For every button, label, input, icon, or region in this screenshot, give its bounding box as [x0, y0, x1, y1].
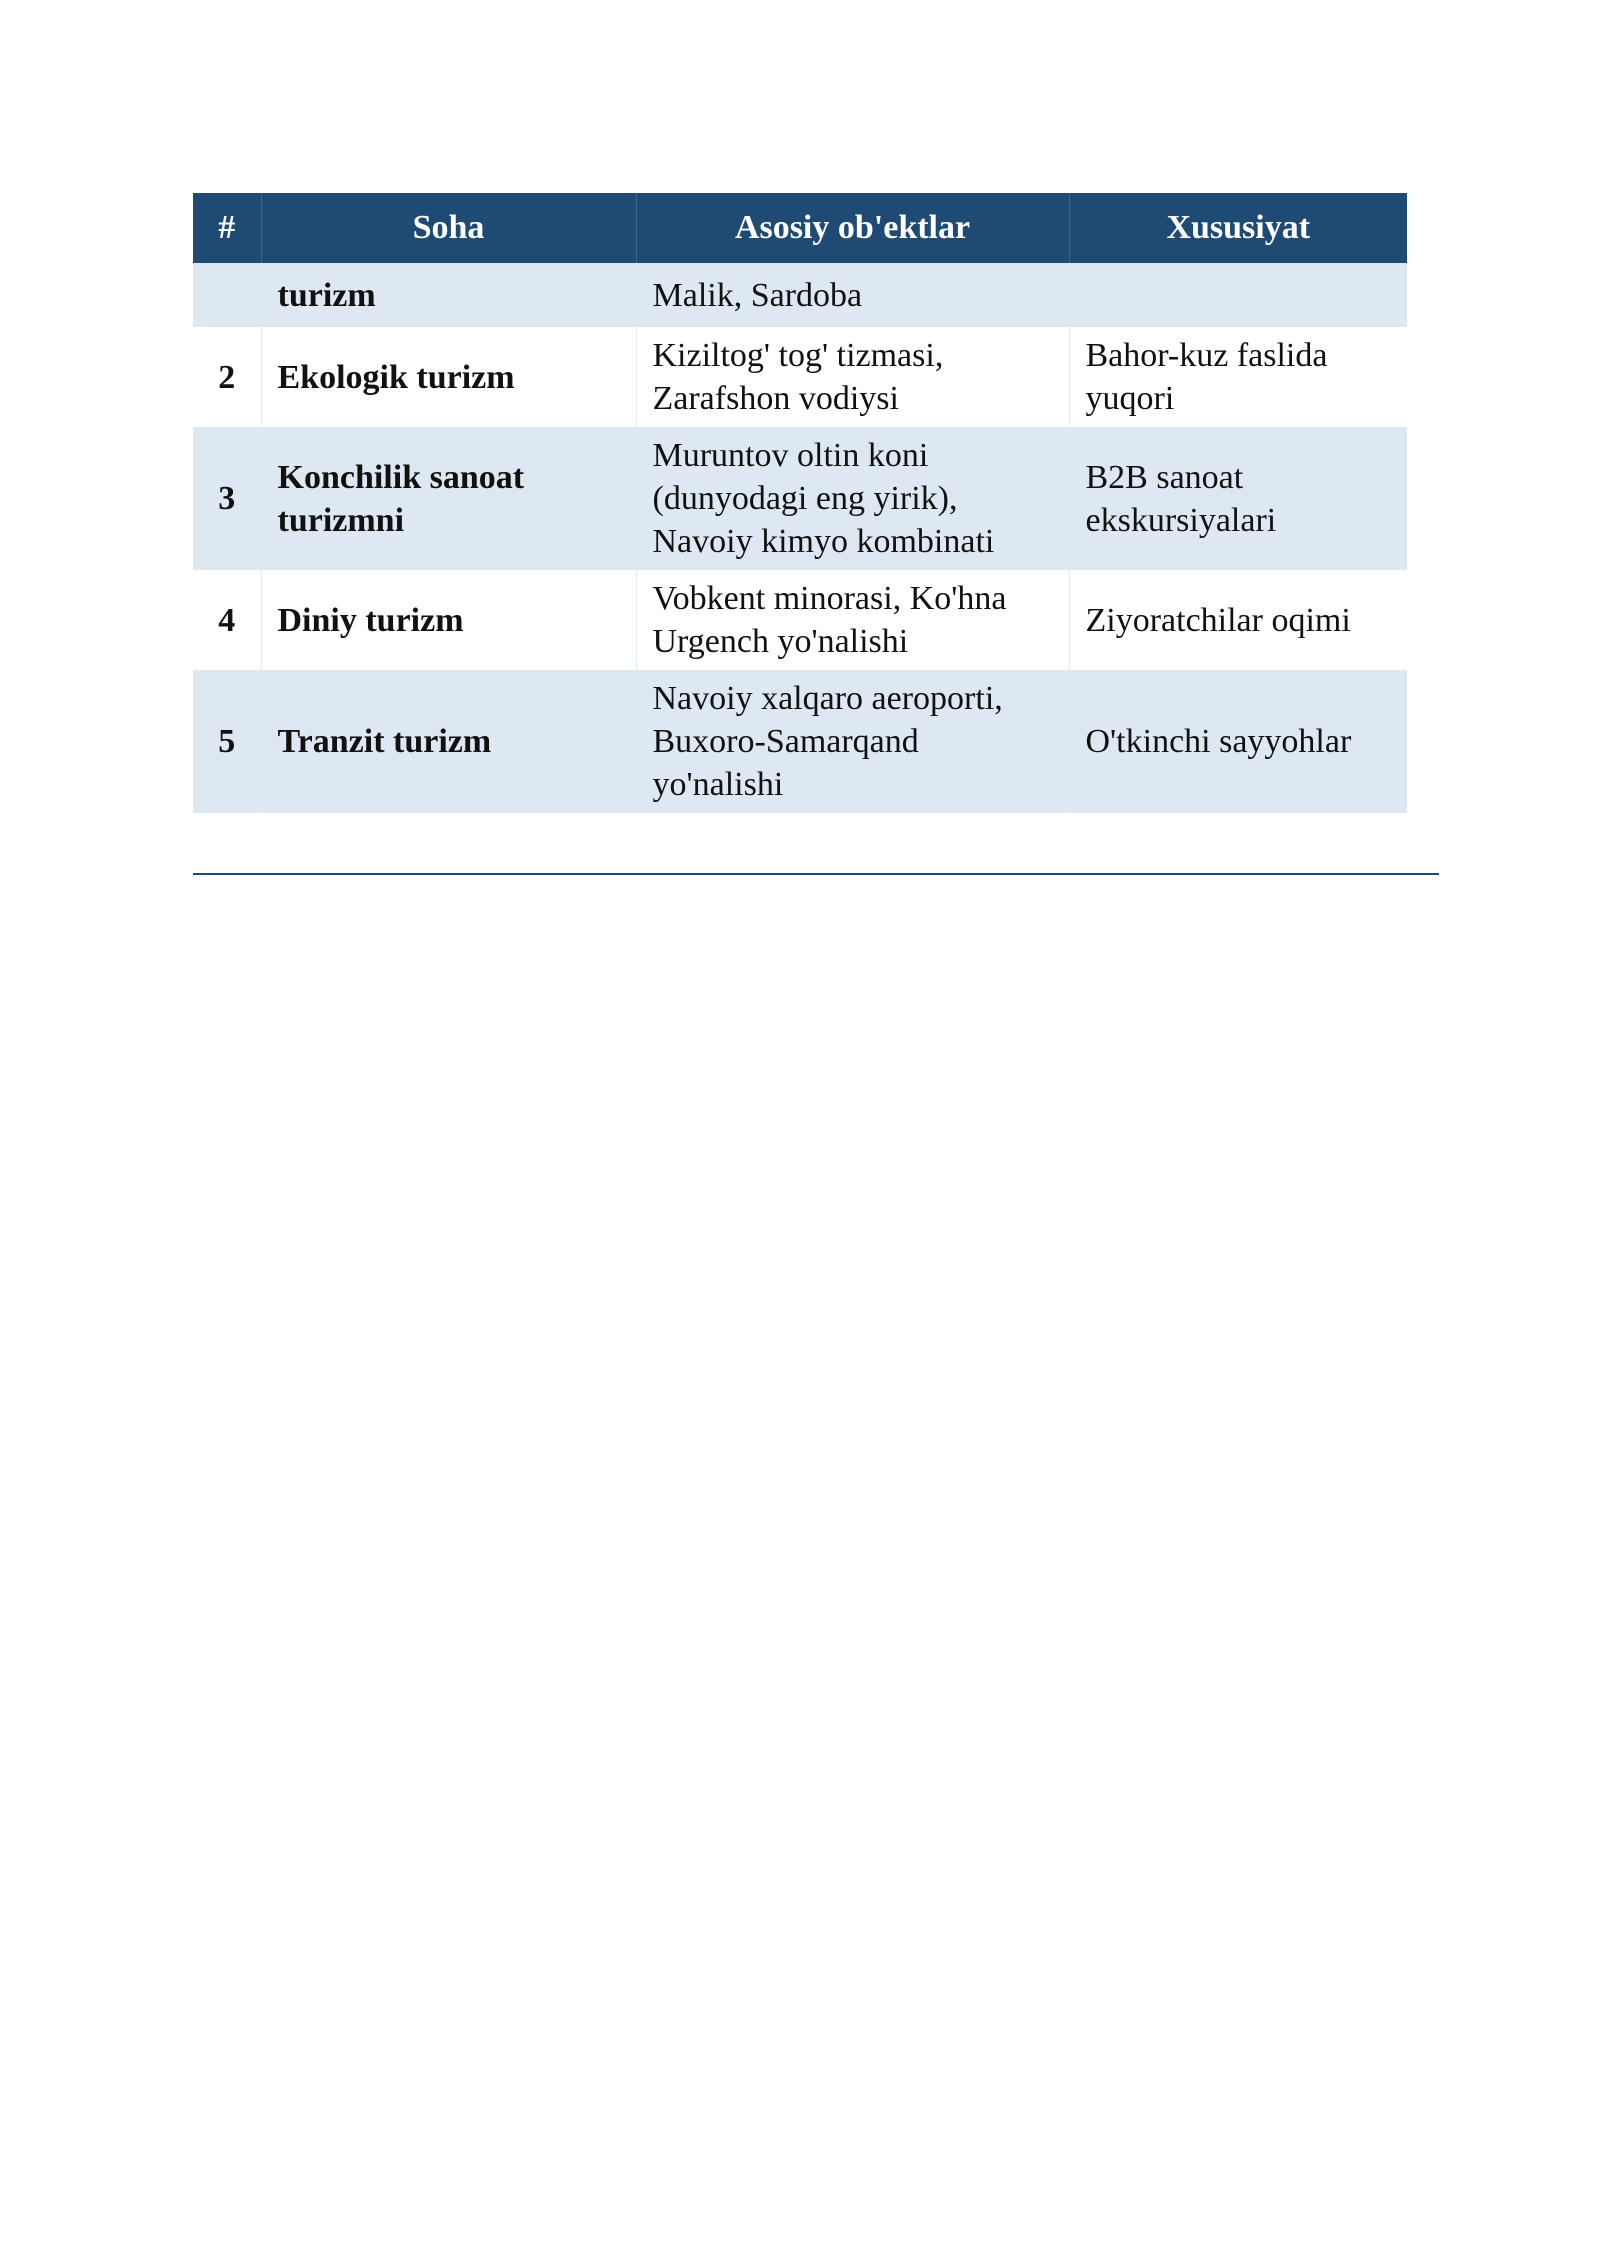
cell-objects: Muruntov oltin koni (dunyodagi eng yirik), Navoiy kimyo kombinati	[636, 427, 1069, 570]
cell-number: 3	[193, 427, 261, 570]
header-soha: Soha	[261, 193, 636, 263]
cell-feature: Bahor-kuz faslida yuqori	[1069, 327, 1407, 427]
cell-soha: turizm	[261, 263, 636, 327]
table-row	[193, 427, 1407, 570]
cell-feature: B2B sanoat ekskursiyalari	[1069, 427, 1407, 570]
cell-feature: Ziyoratchilar oqimi	[1069, 570, 1407, 670]
cell-soha: Tranzit turizm	[261, 670, 636, 813]
table-row	[193, 263, 1407, 327]
cell-number: 5	[193, 670, 261, 813]
cell-objects: Kiziltog' tog' tizmasi, Zarafshon vodiysi	[636, 327, 1069, 427]
tourism-table	[193, 193, 1407, 813]
table-row	[193, 670, 1407, 813]
header-objects: Asosiy ob'ektlar	[636, 193, 1069, 263]
bottom-rule	[193, 873, 1439, 875]
cell-soha: Konchilik sanoat turizmni	[261, 427, 636, 570]
table-row	[193, 327, 1407, 427]
table-header-row	[193, 193, 1407, 263]
table-row	[193, 570, 1407, 670]
cell-objects: Malik, Sardoba	[636, 263, 1069, 327]
cell-feature	[1069, 263, 1407, 327]
cell-number: 4	[193, 570, 261, 670]
cell-objects: Vobkent minorasi, Ko'hna Urgench yo'nalishi	[636, 570, 1069, 670]
cell-number: 2	[193, 327, 261, 427]
header-number: #	[193, 193, 261, 263]
cell-number	[193, 263, 261, 327]
cell-objects: Navoiy xalqaro aeroporti, Buxoro-Samarqand yo'nalishi	[636, 670, 1069, 813]
cell-feature: O'tkinchi sayyohlar	[1069, 670, 1407, 813]
header-feature: Xususiyat	[1069, 193, 1407, 263]
cell-soha: Diniy turizm	[261, 570, 636, 670]
cell-soha: Ekologik turizm	[261, 327, 636, 427]
